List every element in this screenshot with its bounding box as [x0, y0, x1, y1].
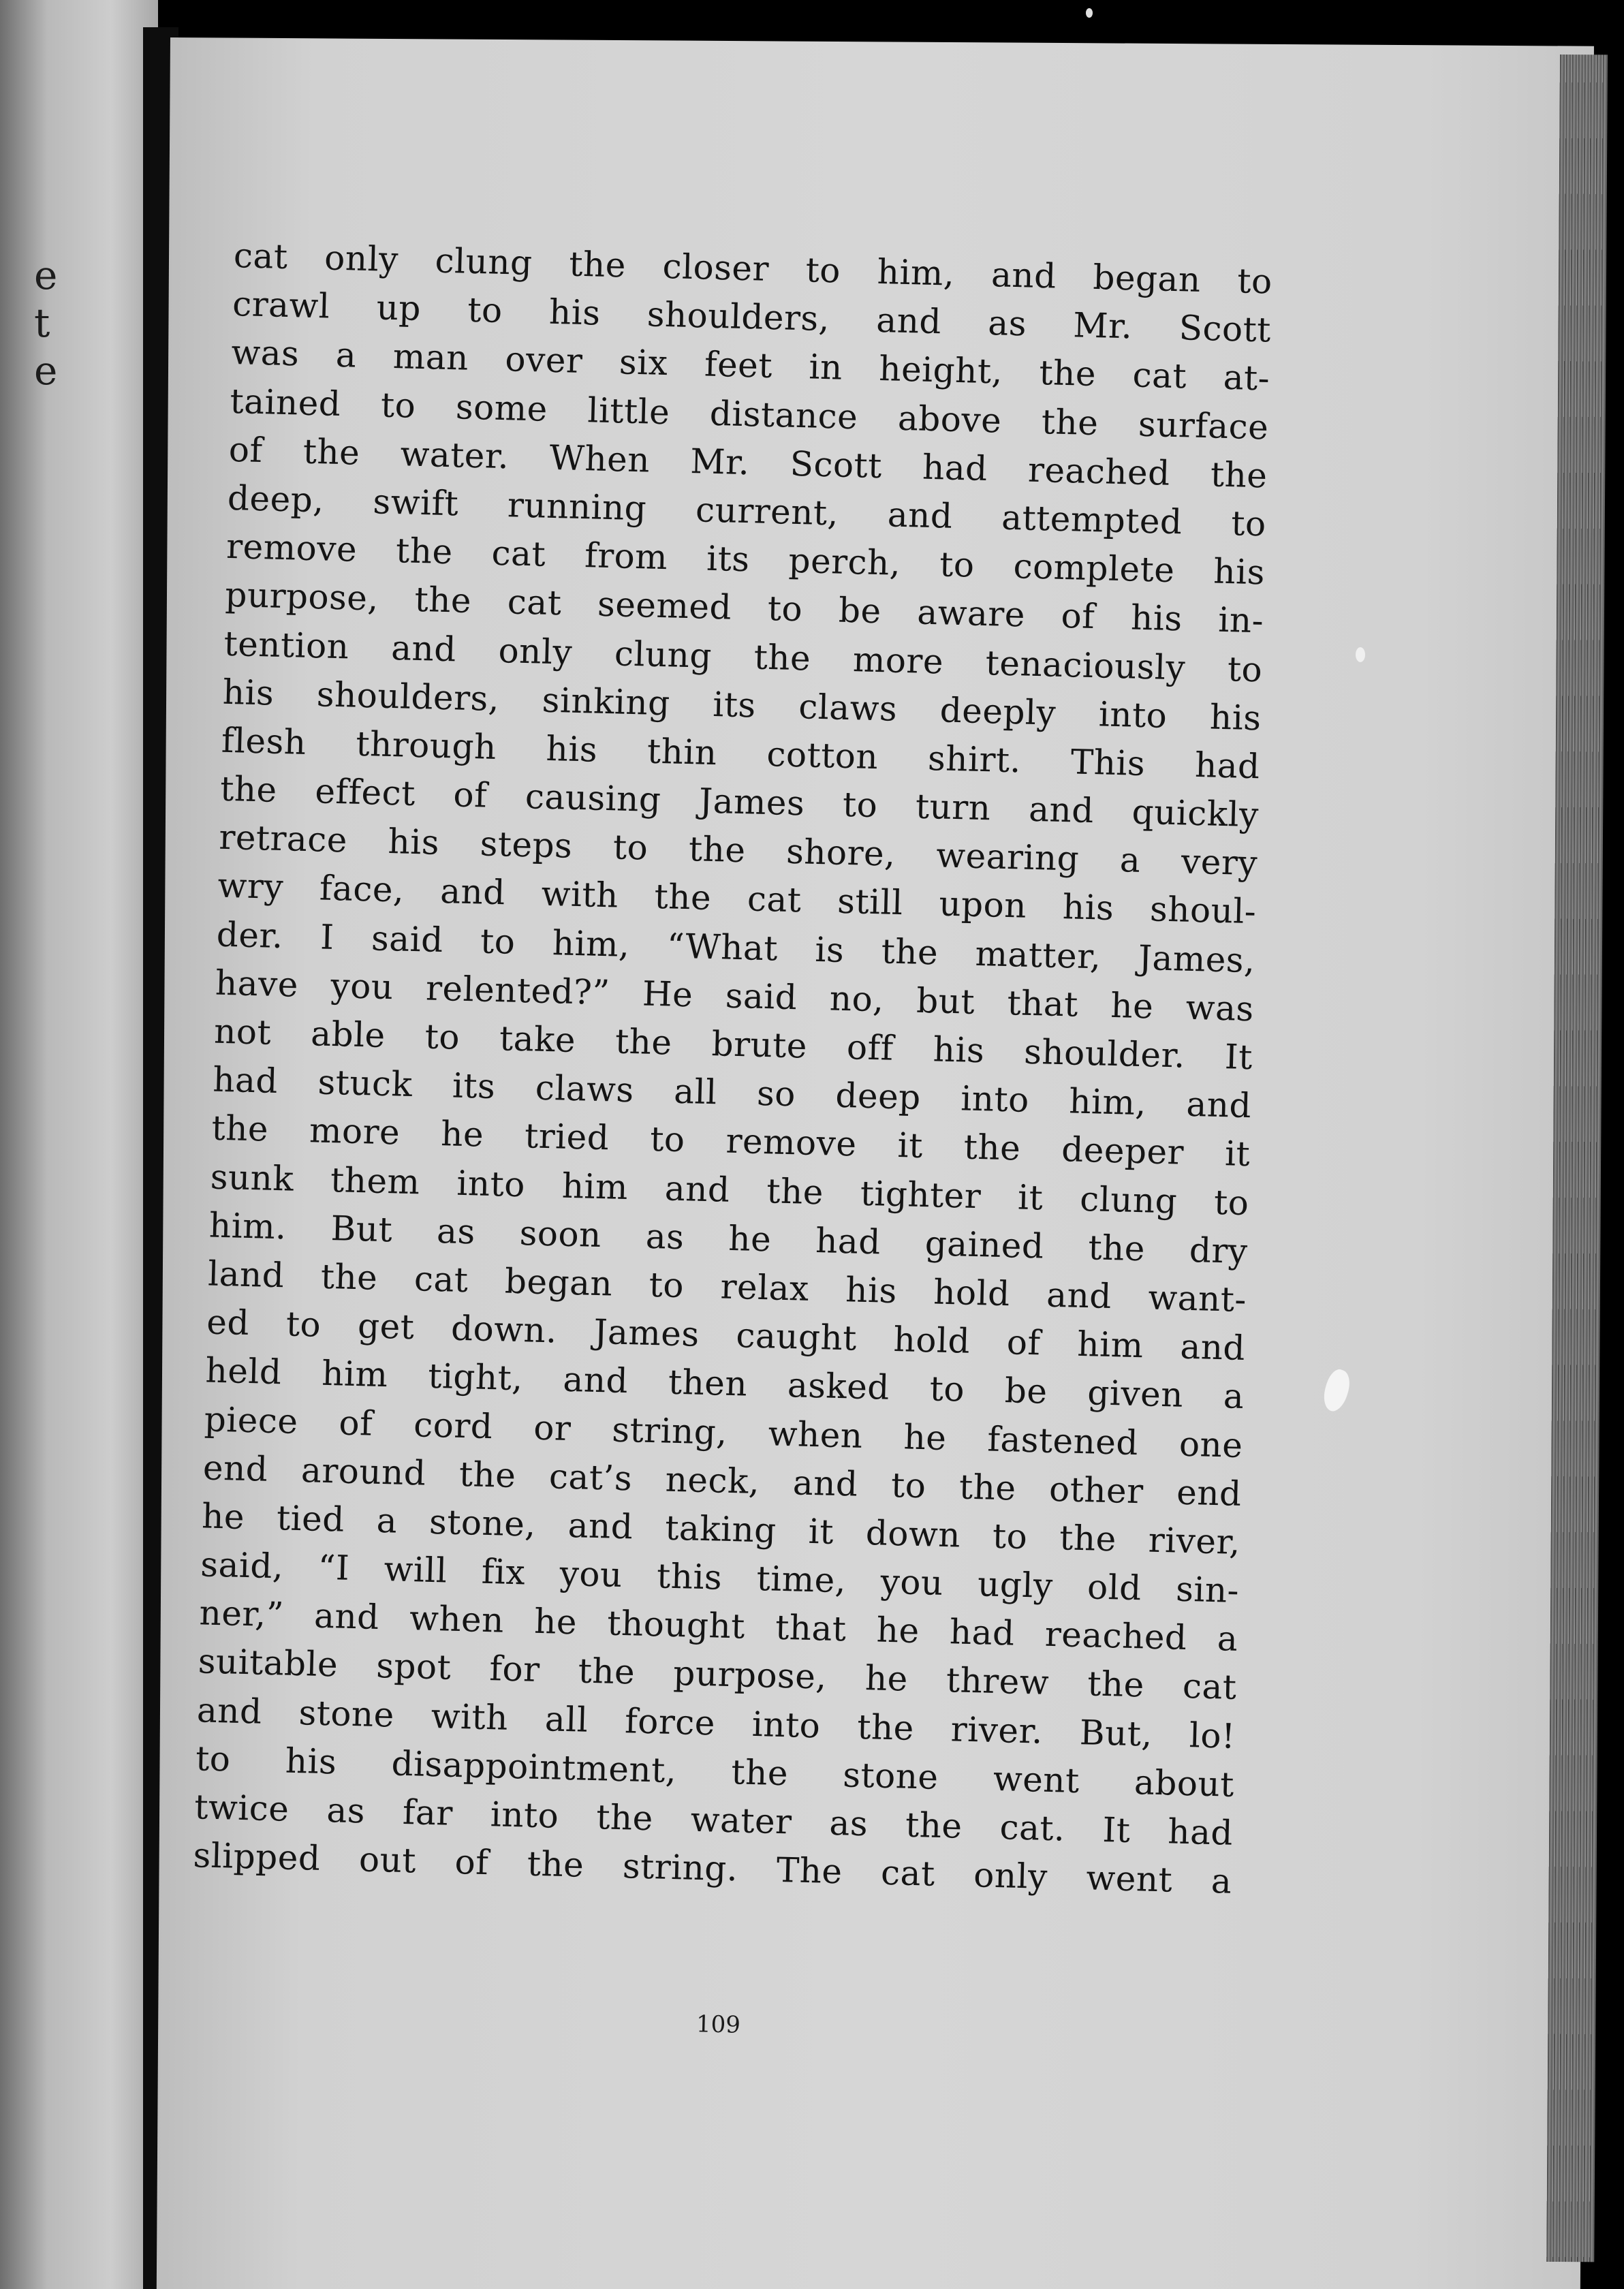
text-line: suitable spot for the purpose, he threw the cat: [198, 1641, 1238, 1708]
text-line: slipped out of the string. The cat only went a: [192, 1835, 1232, 1902]
text-line: have you relented?” He said no, but that he was: [215, 963, 1255, 1029]
text-line: der. I said to him, “What is the matter, James,: [216, 914, 1256, 980]
text-line: crawl up to his shoulders, and as Mr. Scott: [232, 284, 1272, 350]
text-line: purpose, the cat seemed to be aware of his in-: [224, 575, 1264, 641]
text-line: wry face, and with the cat still upon his shoul-: [217, 866, 1257, 932]
text-line: piece of cord or string, when he fastened one: [204, 1399, 1244, 1465]
text-line: land the cat began to relax his hold and want-: [207, 1254, 1247, 1320]
text-line: said, “I will fix you this time, you ugly old sin-: [200, 1544, 1240, 1611]
text-line: had stuck its claws all so deep into him, and: [212, 1059, 1252, 1126]
text-line: he tied a stone, and taking it down to the river,: [201, 1496, 1241, 1562]
previous-page-edge: [0, 0, 158, 2289]
previous-page-fragment: e: [34, 347, 58, 394]
body-text: [193, 232, 1273, 1906]
text-line: sunk them into him and the tighter it clung to: [210, 1157, 1250, 1223]
text-line: was a man over six feet in height, the cat at-: [230, 332, 1270, 399]
previous-page-fragment: t: [34, 300, 50, 346]
text-line: cat only clung the closer to him, and began to: [233, 235, 1273, 302]
text-line: ner,” and when he thought that he had reached a: [198, 1593, 1238, 1660]
text-line: remove the cat from its perch, to complete his: [225, 526, 1266, 593]
text-line: not able to take the brute off his shoulder. It: [213, 1011, 1253, 1078]
page-number: 109: [696, 2010, 741, 2039]
text-line: him. But as soon as he had gained the dry: [208, 1205, 1249, 1271]
dust-speck: [1356, 647, 1365, 662]
text-line: held him tight, and then asked to be given a: [204, 1350, 1245, 1417]
text-line: retrace his steps to the shore, wearing a very: [218, 817, 1258, 884]
text-line: to his disappointment, the stone went about: [195, 1739, 1235, 1805]
text-line: the effect of causing James to turn and quickly: [219, 768, 1260, 835]
text-line: and stone with all force into the river. But, lo!: [196, 1690, 1236, 1756]
text-line: twice as far into the water as the cat. It had: [193, 1787, 1234, 1853]
text-line: his shoulders, sinking its claws deeply into his: [222, 672, 1262, 738]
text-line: tention and only clung the more tenaciously to: [223, 623, 1263, 689]
text-line: flesh through his thin cotton shirt. This had: [221, 720, 1261, 787]
text-line: deep, swift running current, and attempted to: [227, 478, 1267, 544]
text-line: tained to some little distance above the surface: [229, 381, 1269, 448]
previous-page-fragment: e: [34, 252, 58, 298]
text-line: of the water. When Mr. Scott had reached the: [228, 429, 1268, 496]
text-line: end around the cat’s neck, and to the other end: [202, 1448, 1243, 1514]
text-line: the more he tried to remove it the deeper it: [210, 1108, 1251, 1174]
dust-speck: [1086, 8, 1093, 18]
text-line: ed to get down. James caught hold of him and: [206, 1302, 1246, 1369]
